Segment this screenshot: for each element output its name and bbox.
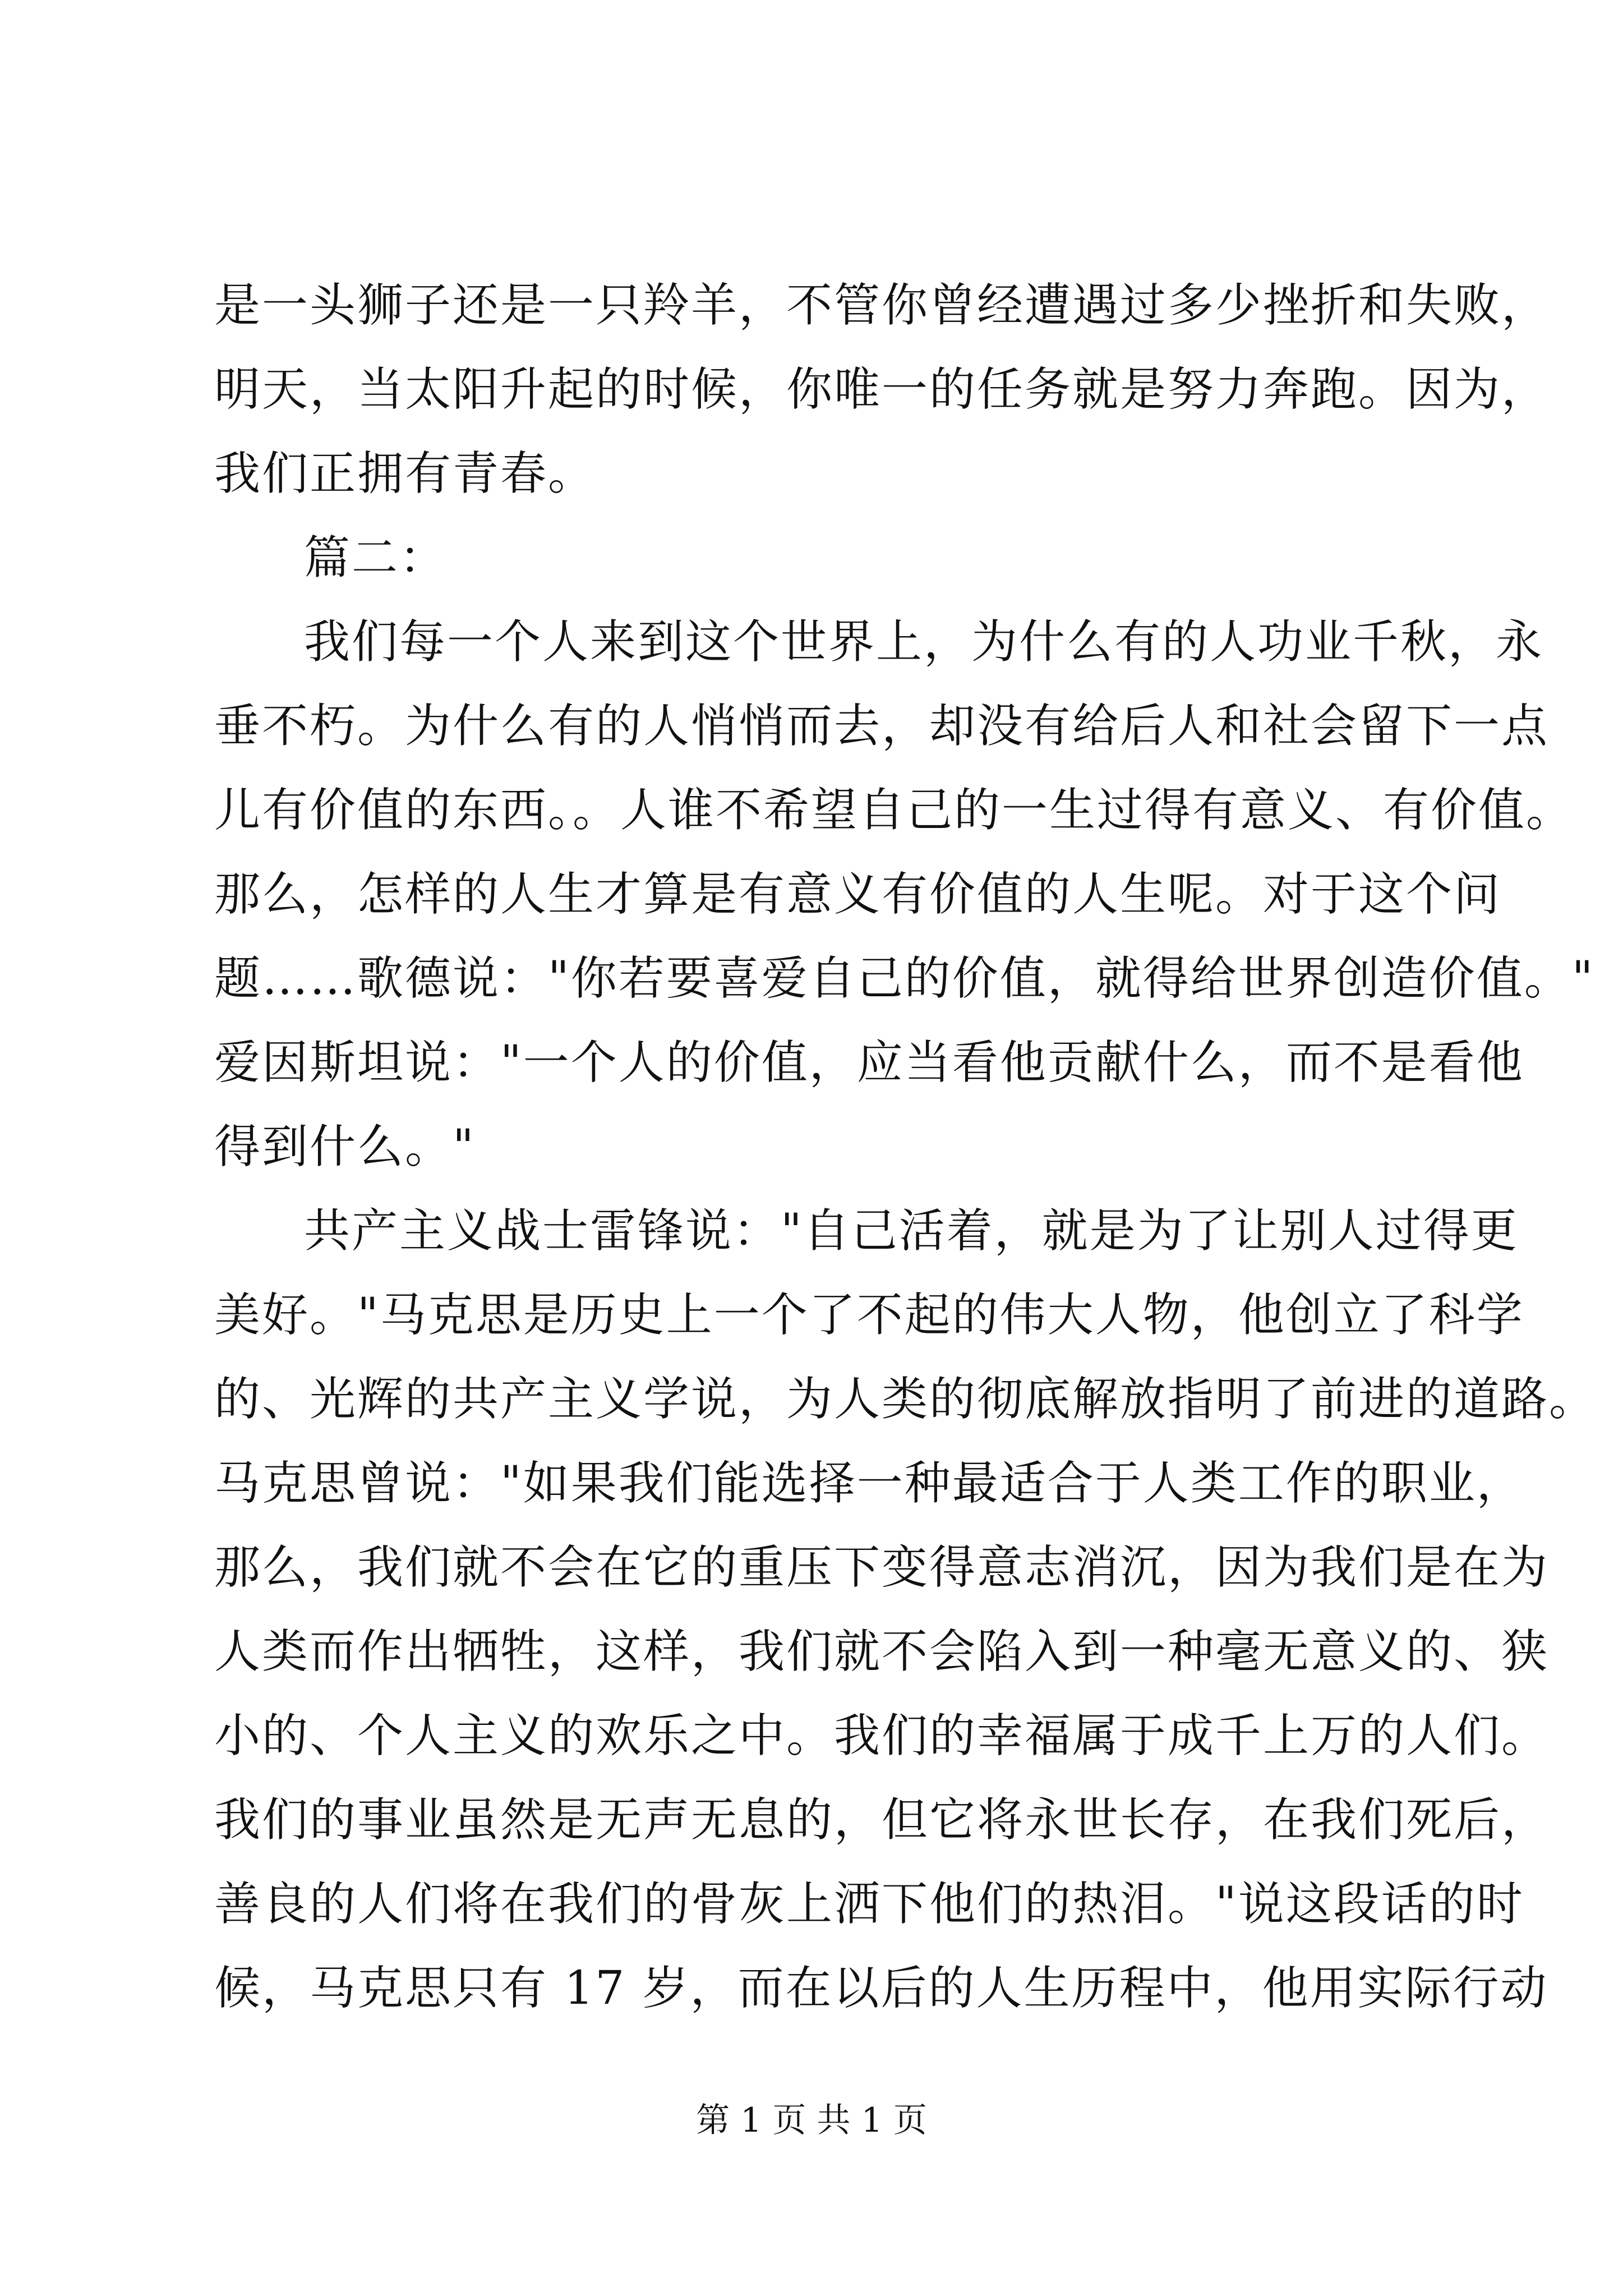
text-line: 人类而作出牺牲，这样，我们就不会陷入到一种毫无意义的、狭 [214, 1625, 1550, 1678]
document-body [214, 264, 1597, 2031]
text-line: 小的、个人主义的欢乐之中。我们的幸福属于成千上万的人们。 [214, 1709, 1550, 1763]
text-line: 善良的人们将在我们的骨灰上洒下他们的热泪。"说这段话的时 [214, 1878, 1524, 1931]
text-line: 爱因斯坦说："一个人的价值，应当看他贡献什么，而不是看他 [214, 1036, 1524, 1089]
text-line: 我们每一个人来到这个世界上，为什么有的人功业千秋，永 [304, 615, 1544, 669]
text-line: 我们的事业虽然是无声无息的，但它将永世长存，在我们死后， [214, 1793, 1550, 1847]
text-line: 题……歌德说："你若要喜爱自己的价值，就得给世界创造价值。" [214, 952, 1595, 1005]
text-line: 那么，我们就不会在它的重压下变得意志消沉，因为我们是在为 [214, 1541, 1550, 1594]
text-line: 的、光辉的共产主义学说，为人类的彻底解放指明了前进的道路。 [214, 1373, 1597, 1426]
text-line: 我们正拥有青春。 [214, 447, 596, 500]
text-line: 垂不朽。为什么有的人悄悄而去，却没有给后人和社会留下一点 [214, 700, 1550, 753]
text-line: 候，马克思只有 17 岁，而在以后的人生历程中，他用实际行动 [214, 1962, 1548, 2015]
page-number-footer: 第 1 页 共 1 页 [696, 2101, 927, 2140]
text-line: 马克思曾说："如果我们能选择一种最适合于人类工作的职业， [214, 1457, 1524, 1510]
section-heading: 篇二： [304, 531, 448, 585]
text-line: 得到什么。" [214, 1120, 476, 1174]
text-line: 美好。"马克思是历史上一个了不起的伟大人物，他创立了科学 [214, 1289, 1524, 1342]
text-line: 儿有价值的东西。。人谁不希望自己的一生过得有意义、有价值。 [214, 784, 1574, 837]
text-line: 是一头狮子还是一只羚羊，不管你曾经遭遇过多少挫折和失败， [214, 279, 1550, 332]
text-line: 明天，当太阳升起的时候，你唯一的任务就是努力奔跑。因为， [214, 363, 1550, 416]
text-line: 那么，怎样的人生才算是有意义有价值的人生呢。对于这个问 [214, 868, 1502, 921]
text-line: 共产主义战士雷锋说："自己活着，就是为了让别人过得更 [304, 1204, 1519, 1258]
